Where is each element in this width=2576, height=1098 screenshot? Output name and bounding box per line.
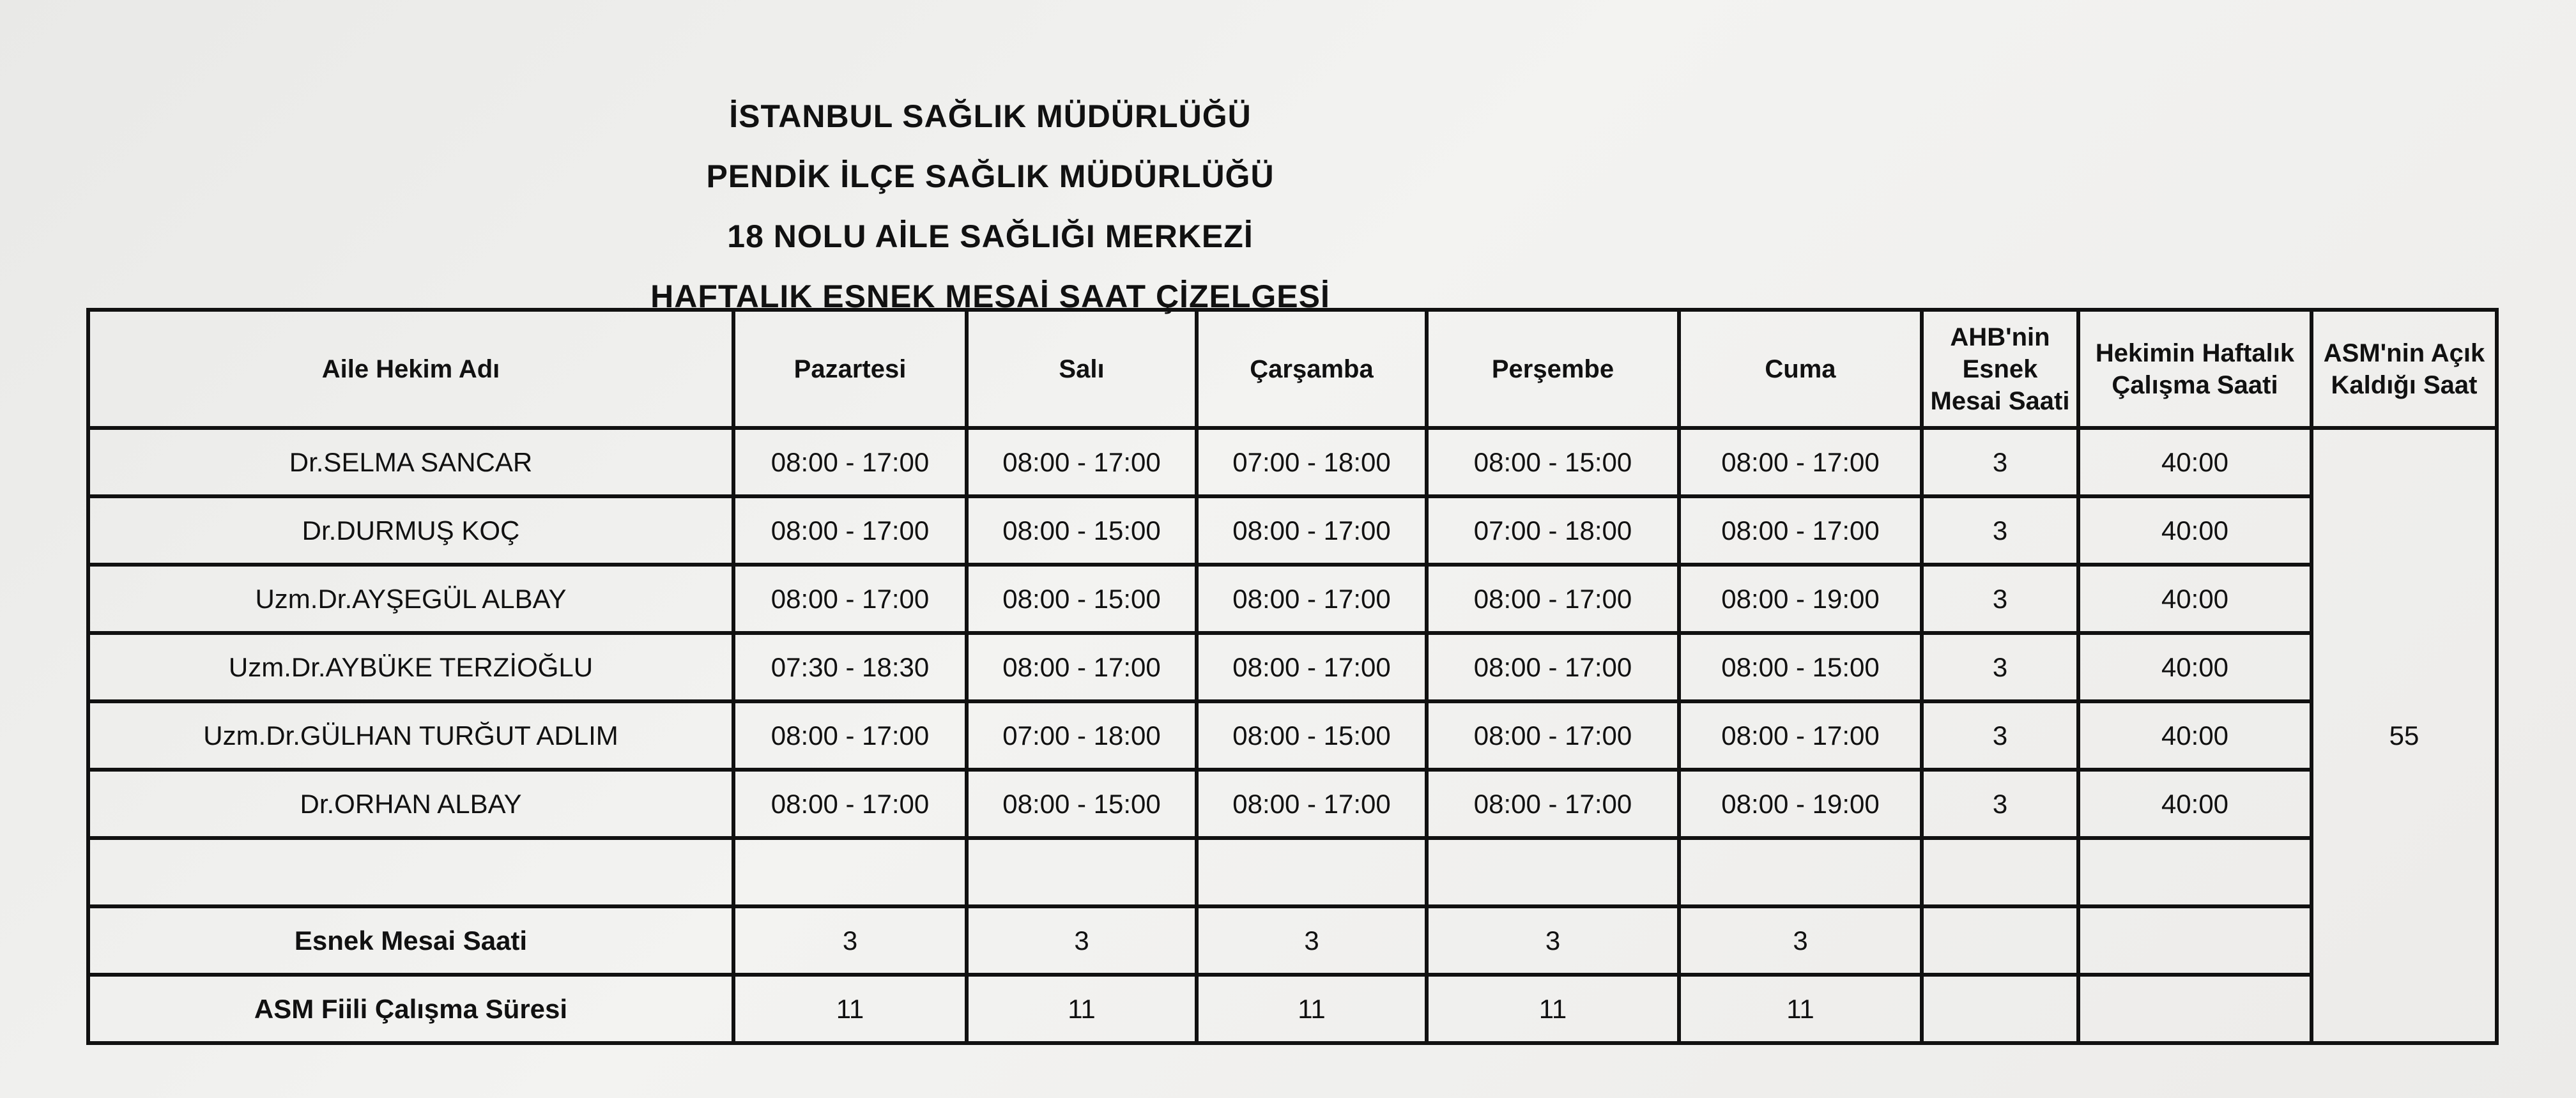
- header-row: [88, 310, 2497, 428]
- doctor-name: Uzm.Dr.GÜLHAN TURĞUT ADLIM: [88, 701, 733, 770]
- cell-monday: 08:00 - 17:00: [733, 428, 967, 496]
- cell-friday: 08:00 - 17:00: [1679, 496, 1922, 565]
- cell-wednesday: 08:00 - 17:00: [1197, 770, 1427, 838]
- cell-tuesday: 08:00 - 17:00: [967, 633, 1197, 701]
- cell-weekly-hours: 40:00: [2078, 428, 2312, 496]
- cell-monday: 08:00 - 17:00: [733, 770, 967, 838]
- summary-flex-label: Esnek Mesai Saati: [88, 906, 733, 975]
- summary-flex-friday: 3: [1679, 906, 1922, 975]
- title-line-4: HAFTALIK ESNEK MESAİ SAAT ÇİZELGESİ: [650, 278, 1330, 314]
- header-thursday: Perşembe: [1427, 310, 1679, 428]
- cell-weekly-hours: 40:00: [2078, 770, 2312, 838]
- cell-friday: 08:00 - 19:00: [1679, 770, 1922, 838]
- summary-actual-monday: 11: [733, 975, 967, 1043]
- title-line-3: 18 NOLU AİLE SAĞLIĞI MERKEZİ: [727, 218, 1254, 254]
- summary-row-flex: [88, 906, 2497, 975]
- doctor-name: Dr.DURMUŞ KOÇ: [88, 496, 733, 565]
- summary-flex-thursday: 3: [1427, 906, 1679, 975]
- cell-flex-hours: 3: [1922, 633, 2078, 701]
- title-line-2: PENDİK İLÇE SAĞLIK MÜDÜRLÜĞÜ: [706, 158, 1275, 194]
- table-row: [88, 428, 2497, 496]
- cell-friday: 08:00 - 17:00: [1679, 428, 1922, 496]
- header-flex-hours: AHB'nin Esnek Mesai Saati: [1922, 310, 2078, 428]
- cell-wednesday: 07:00 - 18:00: [1197, 428, 1427, 496]
- cell-flex-hours: 3: [1922, 770, 2078, 838]
- cell-wednesday: 08:00 - 17:00: [1197, 496, 1427, 565]
- header-wednesday: Çarşamba: [1197, 310, 1427, 428]
- asm-open-hours: 55: [2312, 428, 2497, 1043]
- title-line-1: İSTANBUL SAĞLIK MÜDÜRLÜĞÜ: [729, 98, 1252, 134]
- empty-cell: [1922, 838, 2078, 906]
- cell-monday: 08:00 - 17:00: [733, 565, 967, 633]
- cell-weekly-hours: 40:00: [2078, 633, 2312, 701]
- cell-tuesday: 08:00 - 15:00: [967, 496, 1197, 565]
- cell-thursday: 08:00 - 17:00: [1427, 633, 1679, 701]
- cell-flex-hours: 3: [1922, 496, 2078, 565]
- doctor-name: Dr.SELMA SANCAR: [88, 428, 733, 496]
- header-asm-open: ASM'nin Açık Kaldığı Saat: [2312, 310, 2497, 428]
- table-row: [88, 565, 2497, 633]
- doctor-name: Uzm.Dr.AYBÜKE TERZİOĞLU: [88, 633, 733, 701]
- summary-actual-wednesday: 11: [1197, 975, 1427, 1043]
- header-tuesday: Salı: [967, 310, 1197, 428]
- cell-friday: 08:00 - 15:00: [1679, 633, 1922, 701]
- cell-flex-hours: 3: [1922, 428, 2078, 496]
- empty-cell: [1922, 906, 2078, 975]
- header-weekly-hours: Hekimin Haftalık Çalışma Saati: [2078, 310, 2312, 428]
- doctor-name: Uzm.Dr.AYŞEGÜL ALBAY: [88, 565, 733, 633]
- summary-flex-wednesday: 3: [1197, 906, 1427, 975]
- document-titles: [0, 86, 1981, 326]
- cell-thursday: 07:00 - 18:00: [1427, 496, 1679, 565]
- table-row: [88, 701, 2497, 770]
- cell-flex-hours: 3: [1922, 701, 2078, 770]
- empty-cell: [1922, 975, 2078, 1043]
- cell-monday: 08:00 - 17:00: [733, 701, 967, 770]
- summary-actual-thursday: 11: [1427, 975, 1679, 1043]
- header-friday: Cuma: [1679, 310, 1922, 428]
- cell-thursday: 08:00 - 15:00: [1427, 428, 1679, 496]
- summary-flex-monday: 3: [733, 906, 967, 975]
- cell-monday: 07:30 - 18:30: [733, 633, 967, 701]
- cell-weekly-hours: 40:00: [2078, 701, 2312, 770]
- cell-weekly-hours: 40:00: [2078, 565, 2312, 633]
- cell-flex-hours: 3: [1922, 565, 2078, 633]
- cell-weekly-hours: 40:00: [2078, 496, 2312, 565]
- header-monday: Pazartesi: [733, 310, 967, 428]
- schedule-table: [86, 308, 2499, 1045]
- table-row: [88, 770, 2497, 838]
- summary-actual-friday: 11: [1679, 975, 1922, 1043]
- cell-friday: 08:00 - 19:00: [1679, 565, 1922, 633]
- table-row: [88, 496, 2497, 565]
- table-row: [88, 633, 2497, 701]
- header-name: Aile Hekim Adı: [88, 310, 733, 428]
- cell-wednesday: 08:00 - 17:00: [1197, 633, 1427, 701]
- empty-cell: [1427, 838, 1679, 906]
- empty-cell: [1197, 838, 1427, 906]
- cell-friday: 08:00 - 17:00: [1679, 701, 1922, 770]
- empty-cell: [2078, 906, 2312, 975]
- summary-flex-tuesday: 3: [967, 906, 1197, 975]
- cell-thursday: 08:00 - 17:00: [1427, 701, 1679, 770]
- empty-cell: [2078, 975, 2312, 1043]
- cell-tuesday: 08:00 - 15:00: [967, 770, 1197, 838]
- cell-tuesday: 07:00 - 18:00: [967, 701, 1197, 770]
- empty-cell: [733, 838, 967, 906]
- cell-tuesday: 08:00 - 15:00: [967, 565, 1197, 633]
- cell-monday: 08:00 - 17:00: [733, 496, 967, 565]
- empty-cell: [967, 838, 1197, 906]
- doctor-name: Dr.ORHAN ALBAY: [88, 770, 733, 838]
- empty-cell: [88, 838, 733, 906]
- summary-actual-label: ASM Fiili Çalışma Süresi: [88, 975, 733, 1043]
- empty-cell: [2078, 838, 2312, 906]
- summary-row-actual: [88, 975, 2497, 1043]
- cell-tuesday: 08:00 - 17:00: [967, 428, 1197, 496]
- summary-actual-tuesday: 11: [967, 975, 1197, 1043]
- cell-thursday: 08:00 - 17:00: [1427, 565, 1679, 633]
- cell-wednesday: 08:00 - 15:00: [1197, 701, 1427, 770]
- empty-cell: [1679, 838, 1922, 906]
- cell-thursday: 08:00 - 17:00: [1427, 770, 1679, 838]
- cell-wednesday: 08:00 - 17:00: [1197, 565, 1427, 633]
- empty-row: [88, 838, 2497, 906]
